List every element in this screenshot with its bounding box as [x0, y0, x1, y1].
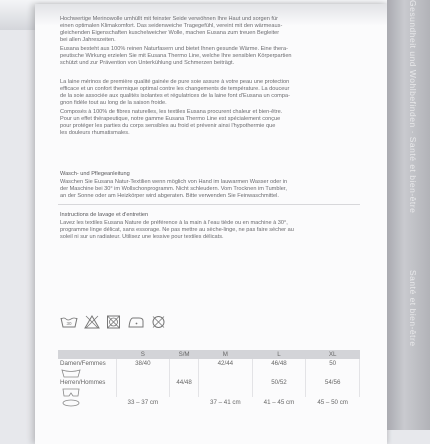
care-heading-de: Wasch- und Pflegeanleitung	[60, 171, 130, 177]
hand-wash-30-icon	[60, 315, 78, 329]
text-fr-line: Pour un effet thérapeutique, notre gamme Eusana Thermo Line est spécialement conçue	[60, 116, 281, 122]
care-de-line: der Maschine bei 30° im Wollschonprogramm. Nicht schleudern. Vom Trocknen im Tumbler,	[60, 186, 287, 192]
text-de-line: bei allen Jahreszeiten.	[60, 37, 116, 43]
side-strip-text	[398, 0, 418, 430]
size-cell: 33 – 37 cm	[127, 398, 159, 406]
text-fr-line: Composés à 100% de fibres naturelles, les textiles Eusana procurent chaleur et bien-être.	[60, 109, 283, 115]
men-garment-icon	[60, 388, 82, 397]
table-row-women-figure	[58, 368, 360, 378]
waist-measure-icon	[60, 398, 82, 407]
care-de-line: Waschen Sie Eusana Natur-Textilien wenn möglich von Hand im lauwarmen Wasser oder in	[60, 179, 288, 185]
size-cell: 44/48	[170, 378, 199, 387]
size-cell: 45 – 50 cm	[317, 398, 348, 406]
size-header-m: M	[199, 350, 253, 359]
text-fr-line: efficace et un confort thermique optimal contre les changements de température. La douceur	[60, 86, 290, 92]
table-row-measure	[58, 397, 360, 407]
table-row-men	[58, 378, 360, 387]
row-label: Damen/Femmes	[58, 359, 116, 368]
size-cell	[199, 378, 253, 387]
text-fr-line: de la soie associée aux qualités isolantes et régulatrices de la laine font d'Eusana un compa-	[60, 93, 290, 99]
no-dry-clean-icon	[151, 315, 166, 329]
size-cell: 38/40	[116, 359, 170, 368]
care-symbols-row	[60, 315, 166, 329]
text-fr-line: les douleurs rhumatismales.	[60, 130, 130, 136]
side-text-lower: Santé et bien-être	[408, 270, 418, 347]
size-cell	[116, 378, 170, 387]
text-de-line: einen optimalen Klimakomfort. Das seidenweiche Tragegefühl, vereint mit den wärmeaus-	[60, 23, 283, 29]
section-divider	[58, 204, 360, 205]
size-header-xl: XL	[306, 350, 360, 359]
size-header-s: S	[116, 350, 170, 359]
care-de-line: an der Sonne oder am Heizkörper wird abgeraten. Bitte verwenden Sie Feinwaschmittel.	[60, 193, 279, 199]
text-fr-line: La laine mérinos de première qualité gainée de pure soie assure à votre peau une protection	[60, 79, 290, 85]
size-header-sm: S/M	[170, 350, 199, 359]
size-cell: 37 – 41 cm	[210, 398, 241, 406]
text-de-line: gleichenden Eigenschaften kuschelweicher Wolle, machen Eusana zum treuen Begleiter	[60, 30, 280, 36]
size-cell: 50/52	[252, 378, 306, 387]
care-heading-fr: Instructions de lavage et d'entretien	[60, 212, 149, 218]
no-tumble-dry-icon	[106, 315, 121, 329]
size-header-empty	[58, 350, 116, 359]
size-cell: 41 – 45 cm	[263, 398, 295, 406]
text-fr-line: pour protéger les parties du corps sensibles au froid et prévenir ainsi l'hypothermie que	[60, 123, 276, 129]
size-table-header	[58, 350, 360, 359]
care-fr-line: Lavez les textiles Eusana Nature de préférence à la main à l'eau tiède ou en machine à 30°,	[60, 220, 288, 226]
text-de-line: Hochwertige Merinowolle umhüllt mit feinster Seide verwöhnen Ihre Haut und sorgen für	[60, 16, 278, 22]
size-cell: 46/48	[252, 359, 306, 368]
side-text-upper: Gesundheit und Wohlbefinden · Santé et bien-être	[408, 0, 418, 214]
row-label: Herren/Hommes	[58, 378, 116, 387]
table-row-women	[58, 359, 360, 368]
size-cell: 50	[306, 359, 360, 368]
box-text-content	[60, 16, 360, 241]
care-fr-line: soleil ni sur un radiateur. Utilisez une lessive pour textiles délicats.	[60, 234, 224, 240]
table-row-men-figure	[58, 387, 360, 397]
text-de-line: peutische Wirkung erzielen Sie mit Eusana Thermo Line, welche Ihre sensiblen Körperpartien	[60, 53, 292, 59]
size-table	[58, 350, 360, 407]
text-de-line: schützt und zur Prävention von Unterkühlung und Schmerzen beiträgt.	[60, 60, 235, 66]
size-cell	[170, 359, 199, 368]
no-bleach-icon	[84, 315, 100, 329]
text-de-line: Eusana besteht aus 100% reinen Naturfasern und bietet Ihnen gesunde Wärme. Eine thera-	[60, 46, 288, 52]
women-garment-icon	[60, 369, 82, 378]
size-cell: 54/56	[306, 378, 360, 387]
text-fr-line: gnon fidèle tout au long de la saison froide.	[60, 100, 167, 106]
iron-low-icon	[127, 315, 145, 329]
care-fr-line: programme linge délicat, sans essorage. Ne pas mettre au sèche-linge, ne pas faire sécher au	[60, 227, 294, 233]
size-cell: 42/44	[199, 359, 253, 368]
size-header-l: L	[252, 350, 306, 359]
svg-text:30: 30	[66, 321, 72, 326]
size-cell	[170, 397, 199, 407]
